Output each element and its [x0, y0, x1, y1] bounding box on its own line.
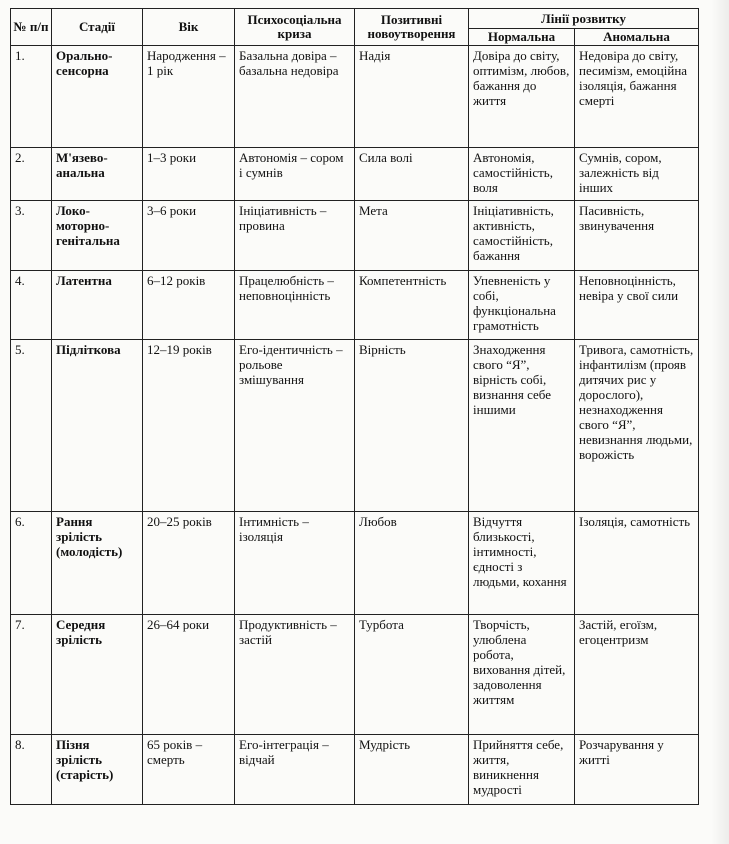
- row-num: 2.: [11, 148, 52, 201]
- row-num: 7.: [11, 615, 52, 735]
- header-abnormal: Аномальна: [575, 29, 699, 46]
- row-crisis: Інтимність – ізоляція: [235, 512, 355, 615]
- table-row: [11, 201, 699, 271]
- row-num: 6.: [11, 512, 52, 615]
- row-num: 5.: [11, 340, 52, 512]
- header-normal: Нормальна: [469, 29, 575, 46]
- row-crisis: Его-інтеграція – відчай: [235, 735, 355, 805]
- row-abnormal: Пасивність, звинувачення: [575, 201, 699, 271]
- row-normal: Довіра до світу, оптимізм, любов, бажання до життя: [469, 46, 575, 148]
- row-normal: Упевненість у собі, функціональна грамотність: [469, 271, 575, 340]
- row-abnormal: Тривога, самотність, інфантилізм (прояв дитячих рис у дорослого), незнаходження свого “Я”, невизнання людьми, ворожість: [575, 340, 699, 512]
- header-row: [11, 9, 699, 29]
- row-stage: Середня зрілість: [52, 615, 143, 735]
- row-positive: Мудрість: [355, 735, 469, 805]
- table-row: [11, 735, 699, 805]
- row-positive: Компетентність: [355, 271, 469, 340]
- row-crisis: Автономія – сором і сумнів: [235, 148, 355, 201]
- header-stages: Стадії: [52, 9, 143, 46]
- row-normal: Відчуття близькості, інтимності, єдності з людьми, кохання: [469, 512, 575, 615]
- row-positive: Надія: [355, 46, 469, 148]
- table-row: [11, 148, 699, 201]
- row-positive: Любов: [355, 512, 469, 615]
- row-crisis: Базальна довіра – базальна недовіра: [235, 46, 355, 148]
- header-num: № п/п: [11, 9, 52, 46]
- row-age: 20–25 років: [143, 512, 235, 615]
- row-abnormal: Неповноцінність, невіра у свої сили: [575, 271, 699, 340]
- row-stage: Локо-моторно-генітальна: [52, 201, 143, 271]
- row-num: 3.: [11, 201, 52, 271]
- table-row: [11, 340, 699, 512]
- row-age: Народження – 1 рік: [143, 46, 235, 148]
- row-crisis: Продуктивність – застій: [235, 615, 355, 735]
- table-row: [11, 46, 699, 148]
- row-abnormal: Недовіра до світу, песимізм, емоційна ізоляція, бажання смерті: [575, 46, 699, 148]
- row-stage: Рання зрілість (молодість): [52, 512, 143, 615]
- row-num: 8.: [11, 735, 52, 805]
- row-abnormal: Сумнів, сором, залежність від інших: [575, 148, 699, 201]
- row-normal: Ініціативність, активність, самостійність, бажання: [469, 201, 575, 271]
- row-stage: Підліткова: [52, 340, 143, 512]
- row-age: 65 років – смерть: [143, 735, 235, 805]
- row-normal: Знаходження свого “Я”, вірність собі, визнання себе іншими: [469, 340, 575, 512]
- row-positive: Мета: [355, 201, 469, 271]
- row-age: 1–3 роки: [143, 148, 235, 201]
- header-positive: Позитивні новоутворення: [355, 9, 469, 46]
- row-age: 12–19 років: [143, 340, 235, 512]
- header-crisis: Психосоціальна криза: [235, 9, 355, 46]
- row-abnormal: Розчарування у житті: [575, 735, 699, 805]
- table-row: [11, 615, 699, 735]
- row-stage: Латентна: [52, 271, 143, 340]
- row-num: 4.: [11, 271, 52, 340]
- row-positive: Вірність: [355, 340, 469, 512]
- page-edge-shadow: [711, 0, 729, 844]
- row-stage: М'язево-анальна: [52, 148, 143, 201]
- row-positive: Сила волі: [355, 148, 469, 201]
- document-page: [10, 8, 699, 805]
- header-age: Вік: [143, 9, 235, 46]
- row-abnormal: Застій, егоїзм, егоцентризм: [575, 615, 699, 735]
- row-normal: Прийняття себе, життя, виникнення мудрості: [469, 735, 575, 805]
- row-age: 26–64 роки: [143, 615, 235, 735]
- row-crisis: Працелюбність – неповноцінність: [235, 271, 355, 340]
- row-stage: Орально-сенсорна: [52, 46, 143, 148]
- row-positive: Турбота: [355, 615, 469, 735]
- row-stage: Пізня зрілість (старість): [52, 735, 143, 805]
- header-lines: Лінії розвитку: [469, 9, 699, 29]
- row-crisis: Его-ідентичність – рольове змішування: [235, 340, 355, 512]
- row-age: 3–6 роки: [143, 201, 235, 271]
- row-abnormal: Ізоляція, самотність: [575, 512, 699, 615]
- row-crisis: Ініціативність – провина: [235, 201, 355, 271]
- row-normal: Автономія, самостійність, воля: [469, 148, 575, 201]
- row-normal: Творчість, улюблена робота, виховання дітей, задоволення життям: [469, 615, 575, 735]
- table-row: [11, 512, 699, 615]
- row-age: 6–12 років: [143, 271, 235, 340]
- row-num: 1.: [11, 46, 52, 148]
- erikson-stages-table: [10, 8, 699, 805]
- table-row: [11, 271, 699, 340]
